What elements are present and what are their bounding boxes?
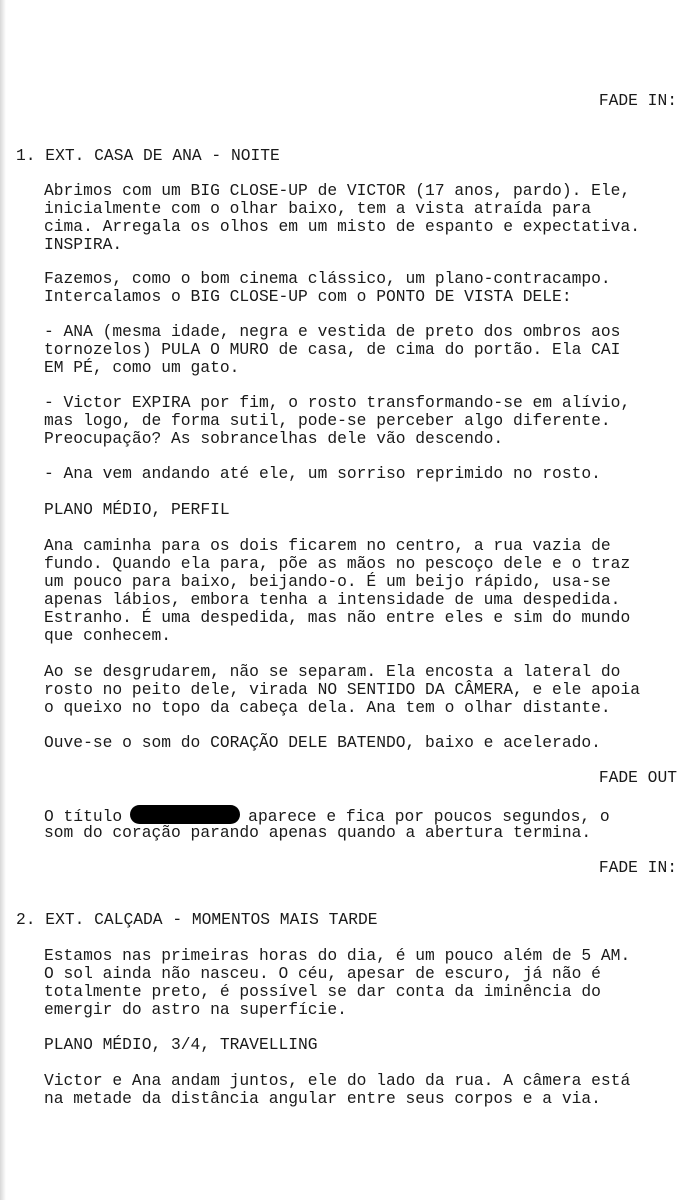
action-line: - ANA (mesma idade, negra e vestida de preto dos ombros aos: [44, 322, 621, 341]
transition-fade-in: FADE IN:: [598, 858, 677, 877]
action-line: Estamos nas primeiras horas do dia, é um pouco além de 5 AM.: [44, 946, 631, 965]
action-line: Fazemos, como o bom cinema clássico, um plano-contracampo.: [44, 269, 611, 288]
action-line: tornozelos) PULA O MURO de casa, de cima do portão. Ela CAI: [44, 340, 621, 359]
shot-direction: PLANO MÉDIO, 3/4, TRAVELLING: [44, 1035, 318, 1054]
action-line: O sol ainda não nasceu. O céu, apesar de escuro, já não é: [44, 964, 601, 983]
action-line: Ao se desgrudarem, não se separam. Ela encosta a lateral do: [44, 662, 621, 681]
action-line: - Ana vem andando até ele, um sorriso reprimido no rosto.: [44, 464, 601, 483]
action-line: cima. Arregala os olhos em um misto de espanto e expectativa.: [44, 217, 640, 236]
action-line: Preocupação? As sobrancelhas dele vão descendo.: [44, 429, 504, 448]
action-line: Estranho. É uma despedida, mas não entre eles e sim do mundo: [44, 608, 631, 627]
action-line: emergir do astro na superfície.: [44, 1000, 347, 1019]
action-line: rosto no peito dele, virada NO SENTIDO DA CÂMERA, e ele apoia: [44, 680, 640, 699]
action-line: inicialmente com o olhar baixo, tem a vista atraída para: [44, 199, 592, 218]
action-line: fundo. Quando ela para, põe as mãos no pescoço dele e o traz: [44, 554, 631, 573]
action-line: totalmente preto, é possível se dar conta da iminência do: [44, 982, 601, 1001]
title-before: O título: [44, 807, 123, 826]
page-edge-shadow: [0, 0, 6, 1200]
action-line: Ouve-se o som do CORAÇÃO DELE BATENDO, baixo e acelerado.: [44, 733, 601, 752]
title-after: aparece e fica por poucos segundos, o: [248, 807, 610, 826]
action-line: - Victor EXPIRA por fim, o rosto transformando-se em alívio,: [44, 393, 631, 412]
transition-fade-in: FADE IN:: [598, 91, 677, 110]
scene-heading: 2. EXT. CALÇADA - MOMENTOS MAIS TARDE: [16, 910, 378, 929]
action-line: som do coração parando apenas quando a abertura termina.: [44, 823, 592, 842]
transition-fade-out: FADE OUT: [598, 768, 677, 787]
action-line: o queixo no topo da cabeça dela. Ana tem o olhar distante.: [44, 698, 611, 717]
action-line: Intercalamos o BIG CLOSE-UP com o PONTO DE VISTA DELE:: [44, 287, 572, 306]
action-line: mas logo, de forma sutil, pode-se perceber algo diferente.: [44, 411, 611, 430]
action-line: apenas lábios, embora tenha a intensidade de uma despedida.: [44, 590, 621, 609]
redacted-title: [130, 805, 240, 824]
action-line: um pouco para baixo, beijando-o. É um beijo rápido, usa-se: [44, 572, 611, 591]
shot-direction: PLANO MÉDIO, PERFIL: [44, 500, 230, 519]
action-line: que conhecem.: [44, 626, 172, 645]
action-line: Victor e Ana andam juntos, ele do lado da rua. A câmera está: [44, 1071, 631, 1090]
action-line: na metade da distância angular entre seus corpos e a via.: [44, 1089, 601, 1108]
action-line: INSPIRA.: [44, 235, 123, 254]
scene-heading: 1. EXT. CASA DE ANA - NOITE: [16, 146, 280, 165]
action-line: Abrimos com um BIG CLOSE-UP de VICTOR (17 anos, pardo). Ele,: [44, 181, 631, 200]
action-line: Ana caminha para os dois ficarem no centro, a rua vazia de: [44, 536, 611, 555]
action-line: EM PÉ, como um gato.: [44, 358, 240, 377]
